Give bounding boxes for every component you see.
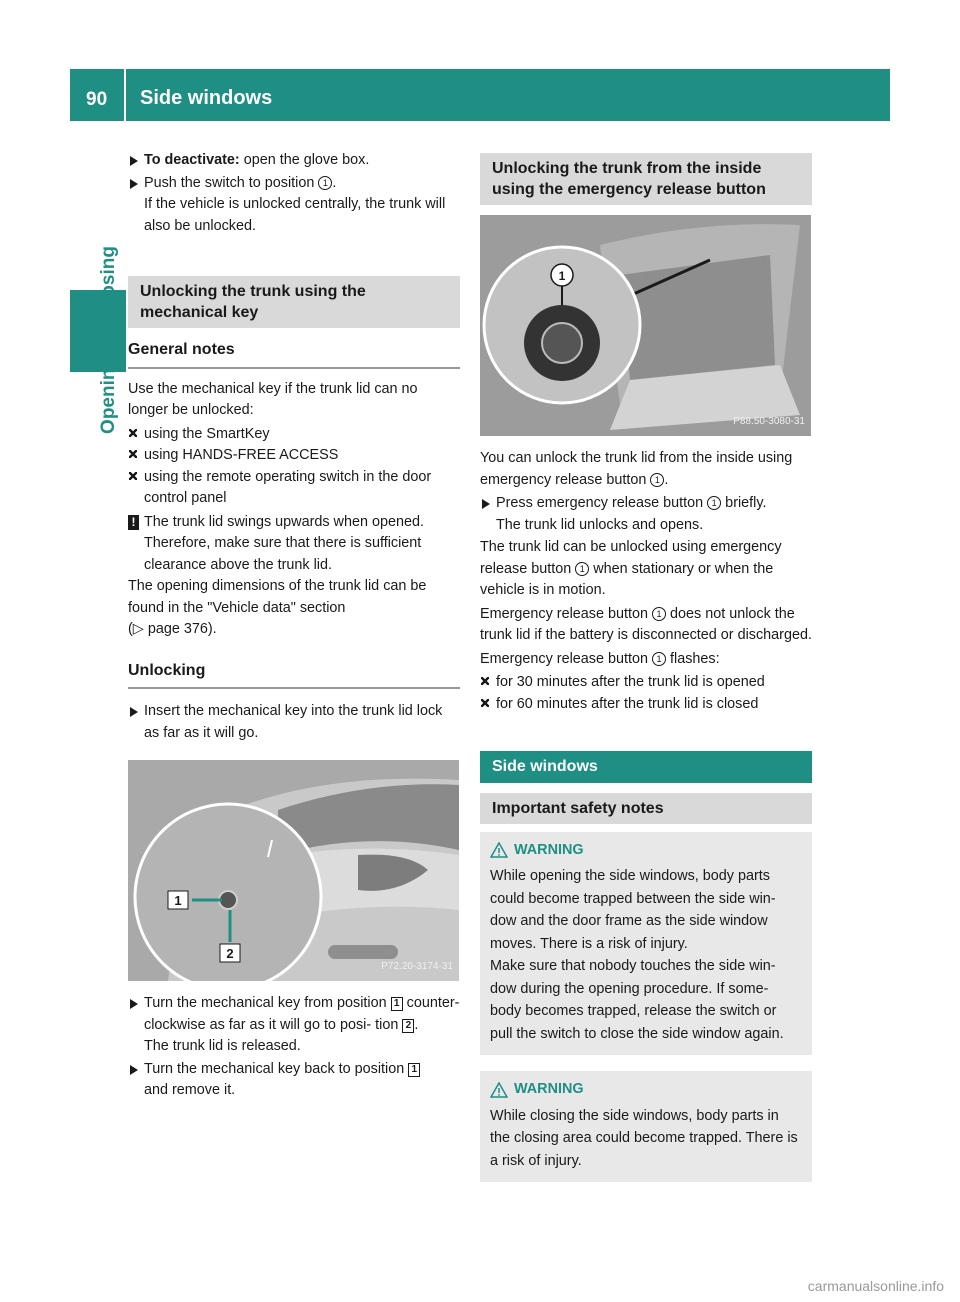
body-text: does not unlock the trunk lid if the battery is disconnected or discharged.	[480, 605, 812, 643]
warning-label: WARNING	[514, 841, 584, 858]
emergency-release-illustration	[480, 215, 811, 436]
emergency-para-2	[480, 604, 812, 647]
position-1-marker: 1	[391, 997, 403, 1011]
position-2-marker: 2	[402, 1019, 414, 1033]
warning-title	[490, 840, 802, 862]
section-heading-mechanical-key: Unlocking the trunk using the mechanical key	[128, 276, 460, 328]
step-text: and remove it.	[144, 1082, 236, 1098]
list-item: using HANDS-FREE ACCESS	[128, 445, 460, 467]
caution-note	[128, 512, 460, 577]
figure-code: P88.50-3080-31	[733, 415, 805, 427]
caution-text: The trunk lid swings upwards when opened. Therefore, make sure that there is sufficient clearance above the trunk lid.	[144, 513, 424, 573]
warning-text: Make sure that nobody touches the side win- dow during the opening procedure. If some- body becomes trapped, release the switch or pull the switch to close the side window again.	[490, 958, 784, 1042]
warning-box-opening	[480, 832, 812, 1056]
body-text: Emergency release button	[480, 650, 652, 667]
step-bold-label: To deactivate:	[144, 152, 240, 168]
warning-box-closing	[480, 1071, 812, 1182]
body-text: The trunk lid can be unlocked using emergency release button	[480, 539, 782, 577]
warning-text: While closing the side windows, body parts in the closing area could become trapped. There is a risk of injury.	[490, 1107, 798, 1169]
body-text: flashes:	[666, 650, 720, 667]
page-title: Side windows	[140, 87, 273, 109]
exclamation-icon: !	[128, 515, 139, 530]
button-1-marker: 1	[707, 496, 721, 510]
list-item: using the SmartKey	[128, 424, 460, 446]
general-intro: Use the mechanical key if the trunk lid can no longer be unlocked:	[128, 380, 418, 418]
warning-triangle-icon	[490, 1082, 508, 1098]
emergency-intro	[480, 448, 812, 491]
trunk-lock-illustration	[128, 760, 459, 981]
section-heading-safety-notes: Important safety notes	[480, 793, 812, 824]
callout-1: 1	[174, 893, 182, 908]
callout-1: 1	[558, 269, 566, 283]
position-1-marker: 1	[408, 1063, 420, 1077]
emergency-para-1	[480, 537, 812, 602]
step-result-text: The trunk lid is released.	[144, 1038, 301, 1054]
callout-2: 2	[226, 946, 234, 961]
dimensions-reference	[128, 576, 460, 641]
warning-triangle-icon	[490, 842, 508, 858]
step-turn-key	[128, 993, 460, 1058]
step-result-text: The trunk lid unlocks and opens.	[496, 516, 704, 533]
list-item: for 60 minutes after the trunk lid is closed	[480, 694, 812, 716]
step-turn-back	[128, 1059, 460, 1102]
subheading-general-notes: General notes	[128, 332, 460, 369]
step-result-text: If the vehicle is unlocked centrally, the trunk will also be unlocked.	[144, 196, 446, 234]
watermark: carmanualsonline.info	[807, 1278, 944, 1294]
button-1-marker: 1	[652, 607, 666, 621]
figure-code: P72.20-3174-31	[381, 960, 453, 972]
page-reference-link: (▷ page 376).	[128, 621, 217, 637]
warning-text: While opening the side windows, body parts could become trapped between the side win- dow and the door frame as the side window moves. There is a risk of injury.	[490, 868, 776, 952]
step-text: briefly.	[721, 495, 767, 511]
warning-title	[490, 1079, 802, 1101]
reference-text: The opening dimensions of the trunk lid can be found in the "Vehicle data" section	[128, 578, 427, 616]
step-text: Press emergency release button	[496, 495, 708, 511]
button-1-marker: 1	[575, 562, 589, 576]
body-text: when stationary or when the vehicle is in motion.	[480, 560, 774, 598]
right-column	[480, 153, 812, 1182]
punctuation: .	[332, 174, 337, 191]
punctuation: .	[414, 1016, 419, 1033]
step-text: counter-clockwise as far as it will go to posi- tion	[144, 995, 460, 1033]
warning-label: WARNING	[514, 1081, 584, 1097]
position-1-marker: 1	[318, 176, 332, 190]
step-text: Push the switch to position	[144, 174, 319, 191]
step-press-button	[480, 493, 812, 536]
subheading-unlocking: Unlocking	[128, 653, 460, 690]
section-heading-emergency-release: Unlocking the trunk from the inside using the emergency release button	[480, 153, 812, 205]
body-text: You can unlock the trunk lid from the inside using emergency release button	[480, 450, 793, 488]
list-item: using the remote operating switch in the door control panel	[128, 467, 460, 510]
figure-trunk-lock	[128, 760, 459, 981]
list-item: for 30 minutes after the trunk lid is opened	[480, 672, 812, 694]
chapter-label: Opening and closing	[98, 246, 119, 434]
step-text: Turn the mechanical key back to position	[144, 1060, 409, 1077]
left-column	[128, 150, 460, 1103]
step-text: Turn the mechanical key from position	[144, 995, 391, 1011]
figure-emergency-release	[480, 215, 811, 436]
section-heading-side-windows: Side windows	[480, 751, 812, 783]
emergency-para-3	[480, 649, 812, 671]
punctuation: .	[664, 471, 669, 488]
step-deactivate	[128, 150, 460, 172]
step-push-switch	[128, 173, 460, 238]
body-text: Emergency release button	[480, 605, 652, 622]
button-1-marker: 1	[652, 652, 666, 666]
button-1-marker: 1	[650, 473, 664, 487]
page-number: 90	[86, 89, 108, 110]
step-text: open the glove box.	[239, 152, 370, 168]
step-insert-key: Insert the mechanical key into the trunk lid lock as far as it will go.	[128, 701, 460, 744]
